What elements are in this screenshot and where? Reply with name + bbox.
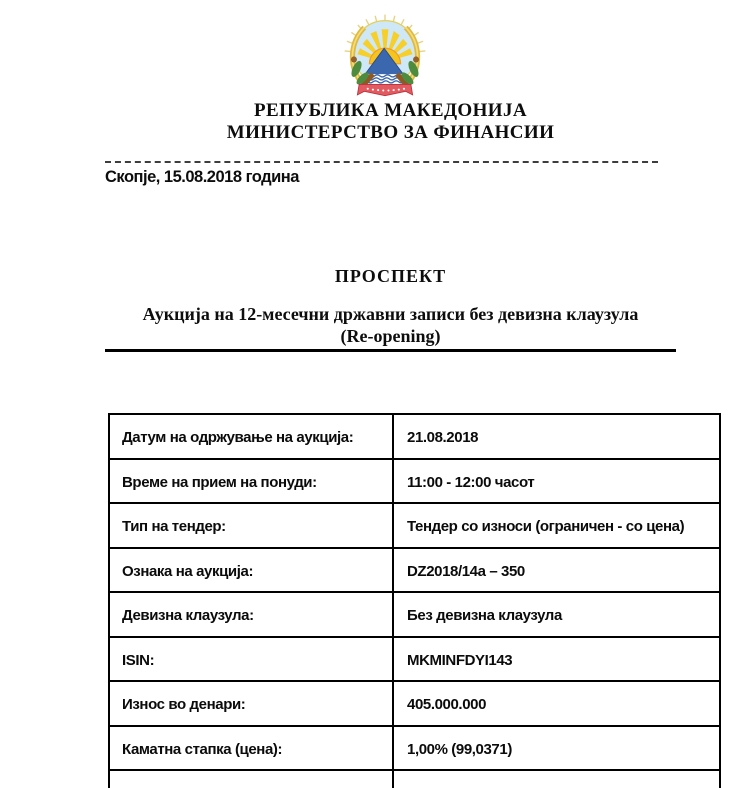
row-value [393, 770, 720, 788]
org-heading [105, 100, 676, 144]
row-label: Износ во денари: [109, 681, 393, 726]
coat-of-arms-icon [341, 12, 429, 100]
row-value: 405.000.000 [393, 681, 720, 726]
org-name-line1: РЕПУБЛИКА МАКЕДОНИЈА [253, 100, 527, 121]
row-value: 21.08.2018 [393, 414, 720, 459]
dashed-divider [105, 161, 658, 163]
auction-subtitle-line2: (Re-opening) [340, 326, 441, 346]
row-label: Ознака на аукција: [109, 548, 393, 593]
row-value: Без девизна клаузула [393, 592, 720, 637]
row-value: Тендер со износи (ограничен - со цена) [393, 503, 720, 548]
row-label: Каматна стапка (цена): [109, 726, 393, 771]
auction-subtitle [105, 303, 676, 352]
row-value: 11:00 - 12:00 часот [393, 459, 720, 504]
org-name-line2: МИНИСТЕРСТВО ЗА ФИНАНСИИ [226, 122, 555, 143]
row-label: Време на прием на понуди: [109, 459, 393, 504]
row-label [109, 770, 393, 788]
row-value: 1,00% (99,0371) [393, 726, 720, 771]
coat-of-arms-emblem [341, 12, 429, 100]
row-value: DZ2018/14a – 350 [393, 548, 720, 593]
table-row [109, 503, 720, 548]
table-row [109, 637, 720, 682]
row-label: ISIN: [109, 637, 393, 682]
table-row [109, 592, 720, 637]
row-label: Датум на одржување на аукција: [109, 414, 393, 459]
row-label: Девизна клаузула: [109, 592, 393, 637]
table-row [109, 681, 720, 726]
table-row [109, 414, 720, 459]
table-row [109, 548, 720, 593]
table-row [109, 726, 720, 771]
row-value: MKMINFDYI143 [393, 637, 720, 682]
dateline: Скопје, 15.08.2018 година [105, 168, 299, 186]
table-row-partial [109, 770, 720, 788]
auction-subtitle-line1: Аукција на 12-месечни државни записи без девизна клаузула [142, 304, 639, 324]
document-title: ПРОСПЕКТ [334, 266, 447, 286]
row-label: Тип на тендер: [109, 503, 393, 548]
table-row [109, 459, 720, 504]
auction-details-table [108, 413, 721, 788]
